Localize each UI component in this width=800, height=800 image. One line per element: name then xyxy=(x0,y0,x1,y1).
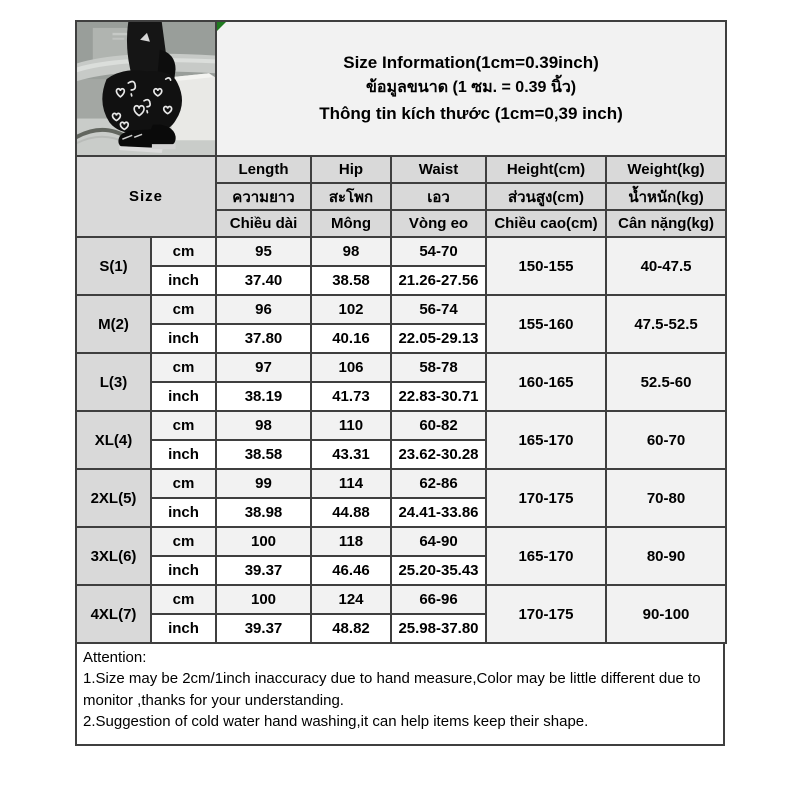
col-header-weight-vi: Cân nặng(kg) xyxy=(606,210,726,237)
length-inch-value: 39.37 xyxy=(216,556,311,585)
col-header-length-en: Length xyxy=(216,156,311,183)
length-cm-value: 99 xyxy=(216,469,311,498)
unit-inch-cell: inch xyxy=(151,440,216,469)
hip-inch-value: 46.46 xyxy=(311,556,391,585)
unit-inch-cell: inch xyxy=(151,498,216,527)
waist-cm-value: 56-74 xyxy=(391,295,486,324)
col-header-height-vi: Chiều cao(cm) xyxy=(486,210,606,237)
waist-cm-value: 60-82 xyxy=(391,411,486,440)
hip-cm-value: 110 xyxy=(311,411,391,440)
waist-cm-value: 62-86 xyxy=(391,469,486,498)
hip-inch-value: 43.31 xyxy=(311,440,391,469)
unit-cm-cell: cm xyxy=(151,585,216,614)
size-label-cell: S(1) xyxy=(76,237,151,295)
excel-corner-marker-icon xyxy=(217,22,226,31)
height-value: 170-175 xyxy=(486,469,606,527)
length-inch-value: 37.80 xyxy=(216,324,311,353)
waist-inch-value: 24.41-33.86 xyxy=(391,498,486,527)
col-header-length-th: ความยาว xyxy=(216,183,311,210)
col-header-hip-th: สะโพก xyxy=(311,183,391,210)
waist-cm-value: 58-78 xyxy=(391,353,486,382)
waist-cm-value: 64-90 xyxy=(391,527,486,556)
size-row-cm xyxy=(76,585,726,614)
length-inch-value: 39.37 xyxy=(216,614,311,643)
waist-cm-value: 54-70 xyxy=(391,237,486,266)
unit-inch-cell: inch xyxy=(151,614,216,643)
waist-inch-value: 25.20-35.43 xyxy=(391,556,486,585)
col-header-hip-vi: Mông xyxy=(311,210,391,237)
size-chart-sheet xyxy=(75,20,725,746)
unit-inch-cell: inch xyxy=(151,266,216,295)
length-cm-value: 98 xyxy=(216,411,311,440)
unit-cm-cell: cm xyxy=(151,411,216,440)
size-row-cm xyxy=(76,237,726,266)
waist-inch-value: 23.62-30.28 xyxy=(391,440,486,469)
size-label-cell: XL(4) xyxy=(76,411,151,469)
weight-value: 52.5-60 xyxy=(606,353,726,411)
hip-cm-value: 98 xyxy=(311,237,391,266)
length-cm-value: 100 xyxy=(216,585,311,614)
hip-cm-value: 102 xyxy=(311,295,391,324)
size-table-body xyxy=(76,237,726,643)
hip-cm-value: 114 xyxy=(311,469,391,498)
col-header-length-vi: Chiều dài xyxy=(216,210,311,237)
weight-value: 80-90 xyxy=(606,527,726,585)
unit-cm-cell: cm xyxy=(151,469,216,498)
hip-inch-value: 38.58 xyxy=(311,266,391,295)
height-value: 160-165 xyxy=(486,353,606,411)
title-thai: ข้อมูลขนาด (1 ซม. = 0.39 นิ้ว) xyxy=(365,79,577,97)
waist-inch-value: 22.05-29.13 xyxy=(391,324,486,353)
size-label-cell: 4XL(7) xyxy=(76,585,151,643)
unit-inch-cell: inch xyxy=(151,556,216,585)
size-label-cell: 3XL(6) xyxy=(76,527,151,585)
col-header-weight-th: น้ำหนัก(kg) xyxy=(606,183,726,210)
weight-value: 70-80 xyxy=(606,469,726,527)
size-row-cm xyxy=(76,527,726,556)
title-english: Size Information(1cm=0.39inch) xyxy=(343,52,599,72)
height-value: 150-155 xyxy=(486,237,606,295)
hip-inch-value: 44.88 xyxy=(311,498,391,527)
hip-inch-value: 48.82 xyxy=(311,614,391,643)
height-value: 155-160 xyxy=(486,295,606,353)
col-header-weight-en: Weight(kg) xyxy=(606,156,726,183)
length-inch-value: 38.19 xyxy=(216,382,311,411)
unit-cm-cell: cm xyxy=(151,527,216,556)
length-cm-value: 97 xyxy=(216,353,311,382)
waist-cm-value: 66-96 xyxy=(391,585,486,614)
size-label-cell: M(2) xyxy=(76,295,151,353)
col-header-waist-en: Waist xyxy=(391,156,486,183)
weight-value: 60-70 xyxy=(606,411,726,469)
size-label-cell: L(3) xyxy=(76,353,151,411)
hip-cm-value: 118 xyxy=(311,527,391,556)
col-header-waist-vi: Vòng eo xyxy=(391,210,486,237)
unit-inch-cell: inch xyxy=(151,382,216,411)
weight-value: 90-100 xyxy=(606,585,726,643)
product-photo-image xyxy=(77,22,215,155)
col-header-height-en: Height(cm) xyxy=(486,156,606,183)
attention-line-2: 2.Suggestion of cold water hand washing,it can help items keep their shape. xyxy=(83,712,589,730)
length-inch-value: 38.98 xyxy=(216,498,311,527)
hip-inch-value: 40.16 xyxy=(311,324,391,353)
unit-inch-cell: inch xyxy=(151,324,216,353)
size-row-cm xyxy=(76,295,726,324)
size-info-title-cell xyxy=(216,21,726,156)
height-value: 165-170 xyxy=(486,411,606,469)
waist-inch-value: 25.98-37.80 xyxy=(391,614,486,643)
attention-note xyxy=(75,642,725,746)
size-label-cell: 2XL(5) xyxy=(76,469,151,527)
weight-value: 47.5-52.5 xyxy=(606,295,726,353)
col-header-hip-en: Hip xyxy=(311,156,391,183)
waist-inch-value: 21.26-27.56 xyxy=(391,266,486,295)
size-row-cm xyxy=(76,353,726,382)
unit-cm-cell: cm xyxy=(151,237,216,266)
size-row-cm xyxy=(76,411,726,440)
length-cm-value: 95 xyxy=(216,237,311,266)
weight-value: 40-47.5 xyxy=(606,237,726,295)
size-table xyxy=(75,20,727,644)
size-header-cell: Size xyxy=(76,156,216,237)
length-inch-value: 37.40 xyxy=(216,266,311,295)
height-value: 165-170 xyxy=(486,527,606,585)
waist-inch-value: 22.83-30.71 xyxy=(391,382,486,411)
height-value: 170-175 xyxy=(486,585,606,643)
attention-line-1: 1.Size may be 2cm/1inch inaccuracy due to hand measure,Color may be little different due to monitor ,thanks for your understanding. xyxy=(83,670,701,709)
hip-inch-value: 41.73 xyxy=(311,382,391,411)
col-header-waist-th: เอว xyxy=(391,183,486,210)
hip-cm-value: 124 xyxy=(311,585,391,614)
unit-cm-cell: cm xyxy=(151,353,216,382)
hip-cm-value: 106 xyxy=(311,353,391,382)
title-vietnamese: Thông tin kích thước (1cm=0,39 inch) xyxy=(319,103,623,123)
unit-cm-cell: cm xyxy=(151,295,216,324)
length-cm-value: 96 xyxy=(216,295,311,324)
attention-title: Attention: xyxy=(83,649,147,666)
length-inch-value: 38.58 xyxy=(216,440,311,469)
col-header-height-th: ส่วนสูง(cm) xyxy=(486,183,606,210)
length-cm-value: 100 xyxy=(216,527,311,556)
size-row-cm xyxy=(76,469,726,498)
product-photo xyxy=(76,21,216,156)
